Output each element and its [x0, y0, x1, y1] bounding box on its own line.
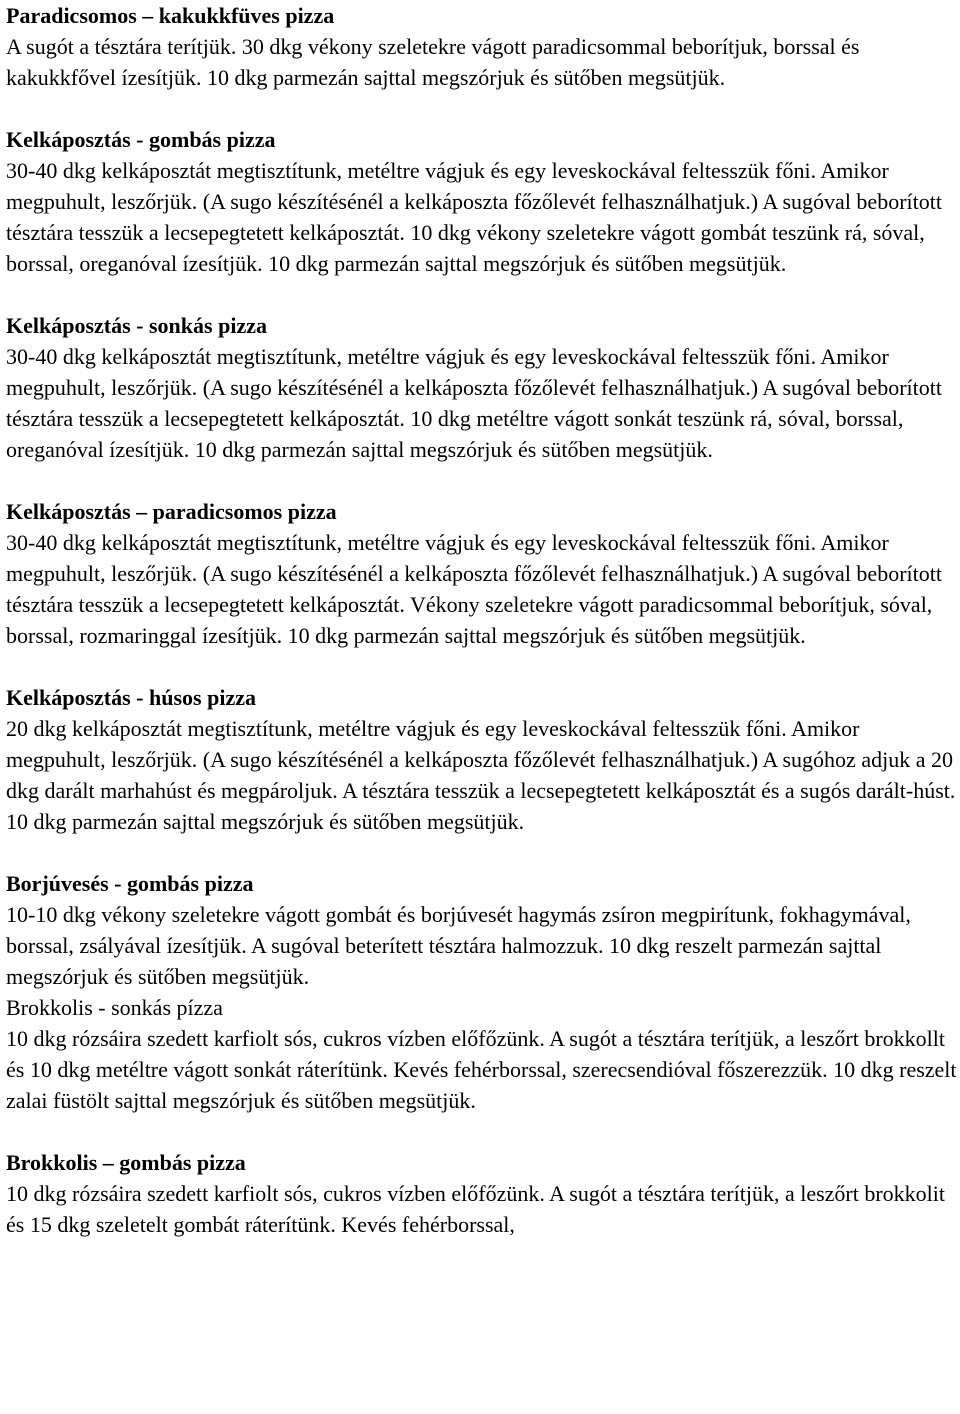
recipe-body: 30-40 dkg kelkáposztát megtisztítunk, metéltre vágjuk és egy leveskockával feltesszük főni. Amikor megpuhult, leszőrjük. (A sugo készítésénél a kelkáposzta főzőlevét felhasználhatjuk.) A sugóval beborított tésztára tesszük a lecsepegtetett kelkáposztát. 10 dkg metéltre vágott sonkát teszünk rá, sóval, borssal, oreganóval ízesítjük. 10 dkg parmezán sajttal megszórjuk és sütőben megsütjük. — [6, 344, 942, 462]
recipe-body: 10 dkg rózsáira szedett karfiolt sós, cukros vízben előfőzünk. A sugót a tésztára terítjük, a leszőrt brokkollt és 10 dkg metéltre vágott sonkát ráterítünk. Kevés fehérborssal, szerecsendióval főszerezzük. 10 dkg reszelt zalai füstölt sajttal megszórjuk és sütőben megsütjük. — [6, 1026, 957, 1113]
recipe-kelkaposztas-sonkas — [6, 310, 960, 465]
recipe-kelkaposztas-husos — [6, 682, 960, 837]
recipe-title: Borjúvesés - gombás pizza — [6, 871, 254, 896]
recipe-title: Kelkáposztás – paradicsomos pizza — [6, 499, 337, 524]
recipe-title: Kelkáposztás - gombás pizza — [6, 127, 276, 152]
recipe-title: Kelkáposztás - sonkás pizza — [6, 313, 267, 338]
recipe-body: 30-40 dkg kelkáposztát megtisztítunk, metéltre vágjuk és egy leveskockával feltesszük főni. Amikor megpuhult, leszőrjük. (A sugo készítésénél a kelkáposzta főzőlevét felhasználhatjuk.) A sugóval beborított tésztára tesszük a lecsepegtetett kelkáposztát. 10 dkg vékony szeletekre vágott gombát teszünk rá, sóval, borssal, oreganóval ízesítjük. 10 dkg parmezán sajttal megszórjuk és sütőben megsütjük. — [6, 158, 942, 276]
recipe-borjuveses-gombas — [6, 868, 960, 992]
recipe-paradicsomos-kakukkfuves — [6, 0, 960, 93]
recipe-body: 10 dkg rózsáira szedett karfiolt sós, cukros vízben előfőzünk. A sugót a tésztára terítjük, a leszőrt brokkolit és 15 dkg szeletelt gombát ráterítünk. Kevés fehérborssal, — [6, 1181, 946, 1237]
recipe-body: 20 dkg kelkáposztát megtisztítunk, metéltre vágjuk és egy leveskockával feltesszük főni. Amikor megpuhult, leszőrjük. (A sugo készítésénél a kelkáposzta főzőlevét felhasználhatjuk.) A sugóhoz adjuk a 20 dkg darált marhahúst és megpároljuk. A tésztára tesszük a lecsepegtetett kelkáposztát és a sugós darált-húst. 10 dkg parmezán sajttal megszórjuk és sütőben megsütjük. — [6, 716, 956, 834]
recipe-body: A sugót a tésztára terítjük. 30 dkg vékony szeletekre vágott paradicsommal beborítjuk, borssal és kakukkfővel ízesítjük. 10 dkg parmezán sajttal megszórjuk és sütőben megsütjük. — [6, 34, 860, 90]
recipe-title: Kelkáposztás - húsos pizza — [6, 685, 256, 710]
recipe-body: 10-10 dkg vékony szeletekre vágott gombát és borjúvesét hagymás zsíron megpirítunk, fokhagymával, borssal, zsályával ízesítjük. A sugóval beterített tésztára halmozzuk. 10 dkg reszelt parmezán sajttal megszórjuk és sütőben megsütjük. — [6, 902, 911, 989]
recipe-title: Brokkolis – gombás pizza — [6, 1150, 246, 1175]
recipe-body: 30-40 dkg kelkáposztát megtisztítunk, metéltre vágjuk és egy leveskockával feltesszük főni. Amikor megpuhult, leszőrjük. (A sugo készítésénél a kelkáposzta főzőlevét felhasználhatjuk.) A sugóval beborított tésztára tesszük a lecsepegtetett kelkáposztát. Vékony szeletekre vágott paradicsommal beborítjuk, sóval, borssal, rozmaringgal ízesítjük. 10 dkg parmezán sajttal megszórjuk és sütőben megsütjük. — [6, 530, 942, 648]
recipe-brokkolis-sonkas — [6, 992, 960, 1116]
recipe-kelkaposztas-gombas — [6, 124, 960, 279]
recipe-kelkaposztas-paradicsomos — [6, 496, 960, 651]
recipe-brokkolis-gombas — [6, 1147, 960, 1240]
recipe-title: Brokkolis - sonkás pízza — [6, 995, 223, 1020]
recipe-title: Paradicsomos – kakukkfüves pizza — [6, 3, 335, 28]
